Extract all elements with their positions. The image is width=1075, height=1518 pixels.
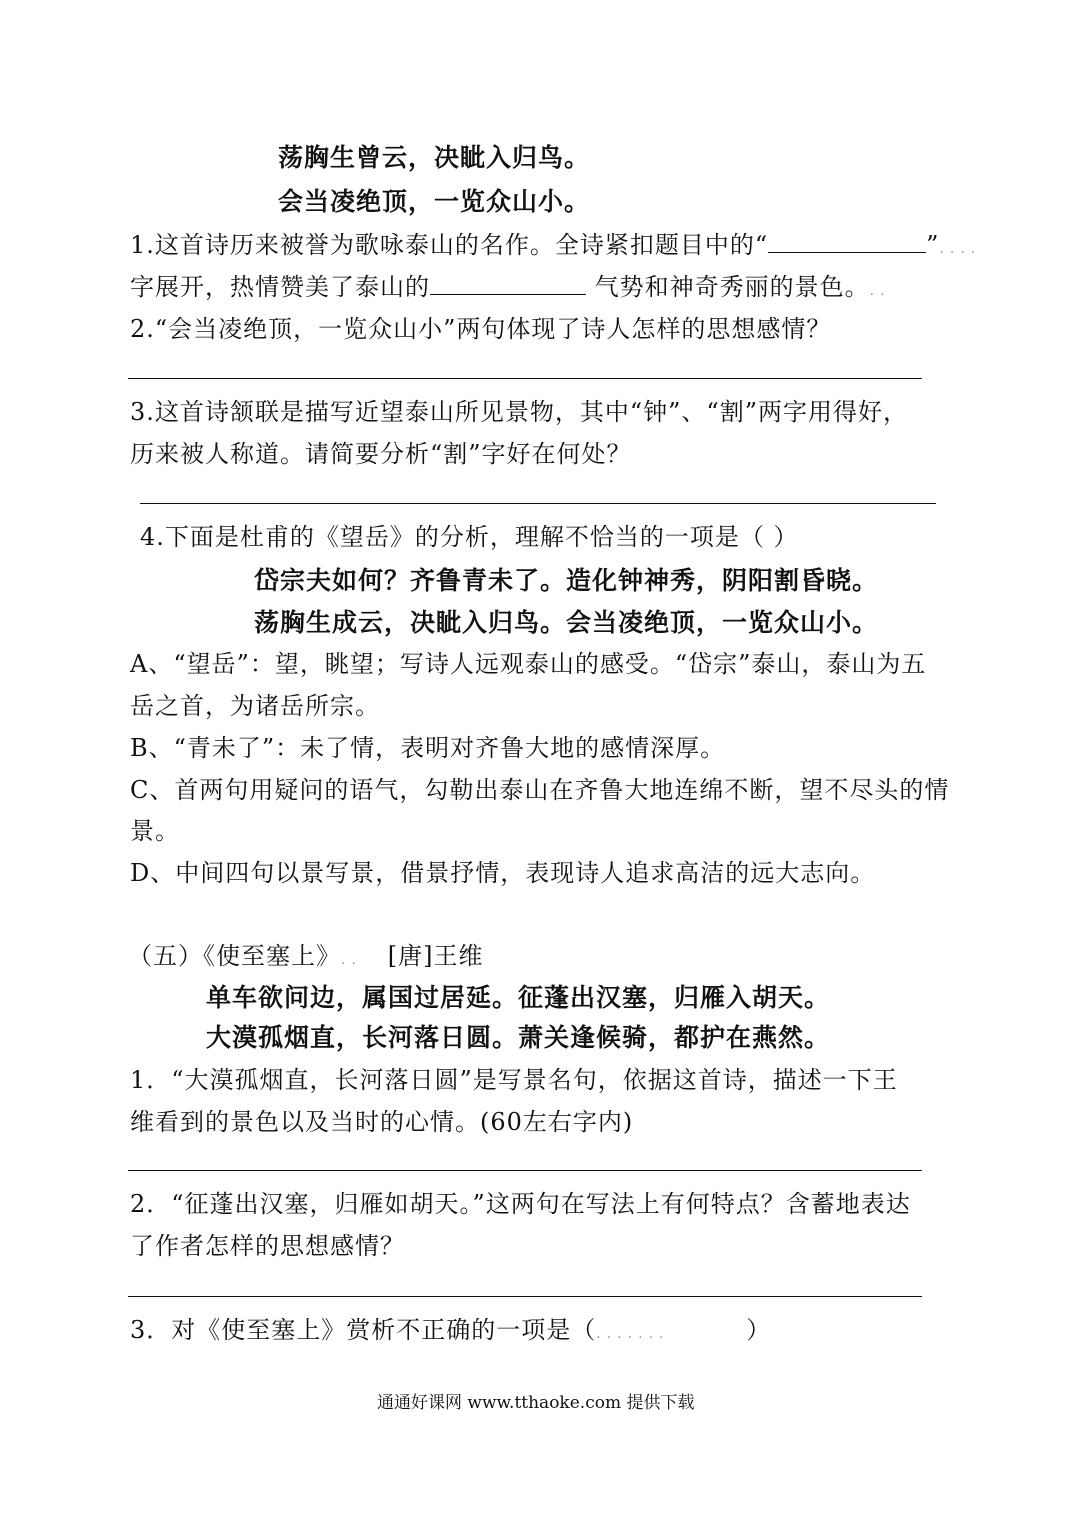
- option-c-cont: 景。: [130, 817, 180, 845]
- question-text: 3．对《使至塞上》赏析不正确的一项是（: [130, 1316, 597, 1344]
- poem-line: 岱宗夫如何？齐鲁青未了。造化钟神秀，阴阳割昏晓。: [254, 566, 879, 595]
- answer-blank[interactable]: [430, 270, 586, 295]
- section-heading: [128, 940, 484, 976]
- poem-line: 荡胸生曾云，决眦入归鸟。: [278, 143, 591, 172]
- section-author: [唐]王维: [387, 942, 484, 970]
- question-text: 气势和神奇秀丽的景色。: [594, 273, 870, 301]
- question-3-line2: 历来被人称道。请简要分析“割”字好在何处？: [130, 440, 632, 468]
- question-text: 1.这首诗历来被誉为歌咏泰山的名作。全诗紧扣题目中的“: [130, 231, 769, 259]
- poem-line: 会当凌绝顶，一览众山小。: [278, 187, 591, 216]
- section5-question-2: 2．“征蓬出汉塞，归雁如胡天。”这两句在写法上有何特点？含蓄地表达: [130, 1190, 911, 1218]
- poem-line: 单车欲问边，属国过居延。征蓬出汉塞，归雁入胡天。: [206, 983, 831, 1012]
- option-a-cont: 岳之首，为诸岳所宗。: [130, 692, 380, 720]
- question-1: [130, 228, 981, 265]
- page-footer: 通通好课网 www.tthaoke.com 提供下载: [377, 1393, 695, 1413]
- question-text: 字展开，热情赞美了泰山的: [130, 273, 430, 301]
- option-c: C、首两句用疑问的语气，勾勒出泰山在齐鲁大地连绵不断，望不尽头的情: [130, 776, 950, 804]
- option-d: D、中间四句以景写景，借景抒情，表现诗人追求高洁的远大志向。: [130, 859, 876, 887]
- dot-leader: ..: [869, 283, 891, 299]
- poem-line: 大漠孤烟直，长河落日圆。萧关逢候骑，都护在燕然。: [206, 1023, 831, 1052]
- option-b: B、“青未了”：未了情，表明对齐鲁大地的感情深厚。: [130, 734, 726, 762]
- question-text: ）: [746, 1316, 772, 1344]
- dot-leader: ....: [939, 241, 982, 257]
- question-4-stem: 4.下面是杜甫的《望岳》的分析，理解不恰当的一项是（ ）: [140, 523, 799, 551]
- section-title: （五）《使至塞上》: [128, 942, 341, 970]
- option-a: A、“望岳”：望，眺望；写诗人远观泰山的感受。“岱宗”泰山，泰山为五: [130, 650, 927, 678]
- poem-line: 荡胸生成云，决眦入归鸟。会当凌绝顶，一览众山小。: [254, 608, 879, 637]
- question-2: 2.“会当凌绝顶，一览众山小”两句体现了诗人怎样的思想感情？: [130, 315, 832, 343]
- answer-line[interactable]: [128, 378, 922, 379]
- section5-question-2-cont: 了作者怎样的思想感情？: [130, 1232, 405, 1260]
- question-3-line1: 3.这首诗颔联是描写近望泰山所见景物，其中“钟”、“割”两字用得好，: [130, 398, 908, 426]
- answer-line[interactable]: [128, 1296, 922, 1297]
- section5-question-1: 1．“大漠孤烟直，长河落日圆”是写景名句，依据这首诗，描述一下王: [130, 1066, 898, 1094]
- dot-leader: ..: [341, 952, 362, 968]
- question-text: ”: [926, 231, 940, 259]
- answer-space[interactable]: .......: [596, 1326, 670, 1342]
- section5-question-3: [130, 1314, 771, 1350]
- answer-blank[interactable]: [768, 228, 926, 253]
- answer-line[interactable]: [128, 1170, 922, 1171]
- answer-line[interactable]: [140, 503, 936, 504]
- section5-question-1-cont: 维看到的景色以及当时的心情。(60左右字内): [130, 1108, 634, 1136]
- question-1-cont: [130, 270, 891, 307]
